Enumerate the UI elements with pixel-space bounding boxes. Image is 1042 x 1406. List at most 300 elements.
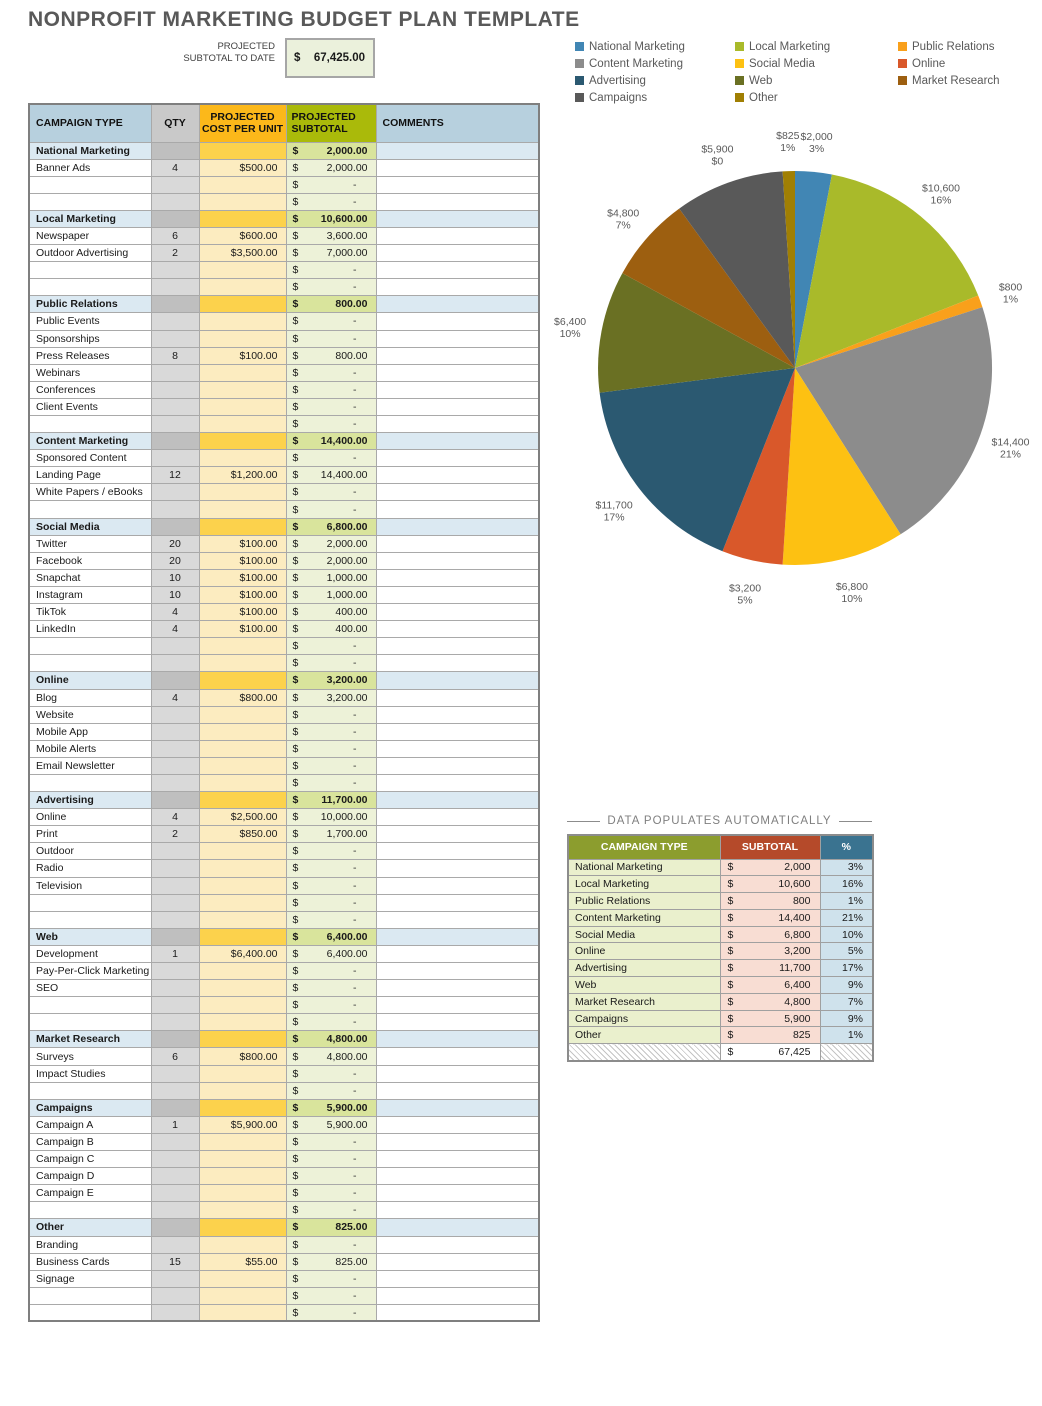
subtotal-cell[interactable] [286,1151,376,1168]
summary-campaign-cell[interactable]: Public Relations [568,893,720,910]
comments-cell[interactable] [376,176,539,193]
comments-cell[interactable] [376,433,539,450]
comments-cell[interactable] [376,928,539,945]
campaign-type-cell[interactable]: Client Events [29,398,151,415]
summary-percent-cell[interactable]: 5% [820,943,873,960]
comments-cell[interactable] [376,142,539,159]
comments-cell[interactable] [376,1133,539,1150]
comments-cell[interactable] [376,1202,539,1219]
cost-per-unit-cell[interactable] [199,262,286,279]
cost-per-unit-cell[interactable] [199,740,286,757]
campaign-type-cell[interactable] [29,193,151,210]
qty-cell[interactable] [151,210,199,227]
cost-per-unit-cell[interactable] [199,364,286,381]
comments-cell[interactable] [376,279,539,296]
qty-cell[interactable] [151,1082,199,1099]
cost-per-unit-cell[interactable] [199,1168,286,1185]
comments-cell[interactable] [376,552,539,569]
qty-cell[interactable] [151,655,199,672]
subtotal-cell[interactable] [286,398,376,415]
campaign-type-cell[interactable]: Market Research [29,1031,151,1048]
header-projected-subtotal[interactable]: PROJECTED SUBTOTAL [286,104,376,142]
cost-per-unit-cell[interactable] [199,997,286,1014]
comments-cell[interactable] [376,501,539,518]
campaign-type-cell[interactable]: Television [29,877,151,894]
qty-cell[interactable]: 20 [151,535,199,552]
summary-campaign-cell[interactable]: Campaigns [568,1010,720,1027]
comments-cell[interactable] [376,381,539,398]
qty-cell[interactable]: 1 [151,1116,199,1133]
summary-percent-cell[interactable]: 7% [820,993,873,1010]
subtotal-cell[interactable] [286,843,376,860]
subtotal-cell[interactable] [286,364,376,381]
campaign-type-cell[interactable]: Campaign C [29,1151,151,1168]
cost-per-unit-cell[interactable]: $100.00 [199,569,286,586]
cost-per-unit-cell[interactable] [199,638,286,655]
campaign-type-cell[interactable] [29,655,151,672]
comments-cell[interactable] [376,1014,539,1031]
comments-cell[interactable] [376,296,539,313]
subtotal-cell[interactable] [286,484,376,501]
qty-cell[interactable] [151,740,199,757]
campaign-type-cell[interactable]: Conferences [29,381,151,398]
campaign-type-cell[interactable]: Advertising [29,792,151,809]
comments-cell[interactable] [376,809,539,826]
campaign-type-cell[interactable]: Other [29,1219,151,1236]
cost-per-unit-cell[interactable]: $3,500.00 [199,245,286,262]
comments-cell[interactable] [376,1116,539,1133]
cost-per-unit-cell[interactable]: $1,200.00 [199,467,286,484]
subtotal-cell[interactable] [286,1236,376,1253]
summary-subtotal-cell[interactable] [720,977,820,994]
campaign-type-cell[interactable] [29,911,151,928]
campaign-type-cell[interactable]: Facebook [29,552,151,569]
comments-cell[interactable] [376,193,539,210]
cost-per-unit-cell[interactable] [199,723,286,740]
cost-per-unit-cell[interactable] [199,398,286,415]
qty-cell[interactable]: 15 [151,1253,199,1270]
comments-cell[interactable] [376,997,539,1014]
comments-cell[interactable] [376,416,539,433]
comments-cell[interactable] [376,1168,539,1185]
subtotal-cell[interactable] [286,586,376,603]
subtotal-cell[interactable] [286,1116,376,1133]
campaign-type-cell[interactable]: Instagram [29,586,151,603]
cost-per-unit-cell[interactable] [199,911,286,928]
legend-item-web[interactable] [735,72,898,89]
qty-cell[interactable] [151,1185,199,1202]
campaign-type-cell[interactable]: Twitter [29,535,151,552]
comments-cell[interactable] [376,621,539,638]
qty-cell[interactable]: 4 [151,604,199,621]
qty-cell[interactable]: 4 [151,809,199,826]
qty-cell[interactable]: 20 [151,552,199,569]
comments-cell[interactable] [376,1082,539,1099]
qty-cell[interactable] [151,176,199,193]
campaign-type-cell[interactable]: Social Media [29,518,151,535]
qty-cell[interactable] [151,142,199,159]
cost-per-unit-cell[interactable]: $55.00 [199,1253,286,1270]
qty-cell[interactable] [151,262,199,279]
cost-per-unit-cell[interactable] [199,1014,286,1031]
header-comments[interactable]: COMMENTS [376,104,539,142]
cost-per-unit-cell[interactable] [199,501,286,518]
subtotal-cell[interactable] [286,706,376,723]
cost-per-unit-cell[interactable] [199,672,286,689]
cost-per-unit-cell[interactable] [199,860,286,877]
legend-item-online[interactable] [898,55,1000,72]
comments-cell[interactable] [376,1099,539,1116]
cost-per-unit-cell[interactable] [199,706,286,723]
subtotal-cell[interactable] [286,1065,376,1082]
summary-subtotal-cell[interactable] [720,893,820,910]
subtotal-cell[interactable] [286,142,376,159]
subtotal-cell[interactable] [286,1202,376,1219]
subtotal-cell[interactable] [286,1082,376,1099]
cost-per-unit-cell[interactable]: $100.00 [199,621,286,638]
summary-subtotal-cell[interactable] [720,876,820,893]
subtotal-cell[interactable] [286,1048,376,1065]
qty-cell[interactable] [151,980,199,997]
qty-cell[interactable] [151,723,199,740]
header-qty[interactable]: QTY [151,104,199,142]
qty-cell[interactable] [151,518,199,535]
cost-per-unit-cell[interactable] [199,655,286,672]
campaign-type-cell[interactable] [29,1014,151,1031]
comments-cell[interactable] [376,1236,539,1253]
campaign-type-cell[interactable] [29,894,151,911]
cost-per-unit-cell[interactable] [199,1270,286,1287]
subtotal-cell[interactable] [286,501,376,518]
summary-subtotal-cell[interactable] [720,1010,820,1027]
campaign-type-cell[interactable]: Landing Page [29,467,151,484]
qty-cell[interactable] [151,1202,199,1219]
cost-per-unit-cell[interactable] [199,433,286,450]
cost-per-unit-cell[interactable] [199,1304,286,1321]
qty-cell[interactable] [151,843,199,860]
header-cost-per-unit[interactable]: PROJECTED COST PER UNIT [199,104,286,142]
subtotal-cell[interactable] [286,1270,376,1287]
campaign-type-cell[interactable]: National Marketing [29,142,151,159]
legend-item-content-marketing[interactable] [575,55,735,72]
subtotal-cell[interactable] [286,809,376,826]
summary-percent-cell[interactable]: 21% [820,909,873,926]
campaign-type-cell[interactable] [29,997,151,1014]
qty-cell[interactable] [151,1151,199,1168]
campaign-type-cell[interactable]: SEO [29,980,151,997]
legend-item-other[interactable] [735,89,898,106]
subtotal-cell[interactable] [286,210,376,227]
cost-per-unit-cell[interactable]: $100.00 [199,535,286,552]
campaign-type-cell[interactable]: Email Newsletter [29,757,151,774]
qty-cell[interactable] [151,1031,199,1048]
campaign-type-cell[interactable]: Branding [29,1236,151,1253]
qty-cell[interactable] [151,313,199,330]
campaign-type-cell[interactable]: Print [29,826,151,843]
comments-cell[interactable] [376,1048,539,1065]
qty-cell[interactable] [151,1270,199,1287]
subtotal-cell[interactable] [286,963,376,980]
comments-cell[interactable] [376,877,539,894]
subtotal-cell[interactable] [286,416,376,433]
qty-cell[interactable] [151,963,199,980]
summary-subtotal-cell[interactable] [720,909,820,926]
qty-cell[interactable]: 6 [151,227,199,244]
summary-subtotal-cell[interactable] [720,859,820,876]
summary-header-subtotal[interactable]: SUBTOTAL [720,835,820,859]
subtotal-cell[interactable] [286,826,376,843]
qty-cell[interactable]: 8 [151,347,199,364]
subtotal-cell[interactable] [286,638,376,655]
subtotal-cell[interactable] [286,296,376,313]
subtotal-cell[interactable] [286,467,376,484]
qty-cell[interactable] [151,928,199,945]
cost-per-unit-cell[interactable] [199,1287,286,1304]
campaign-type-cell[interactable] [29,1202,151,1219]
comments-cell[interactable] [376,364,539,381]
subtotal-cell[interactable] [286,1014,376,1031]
legend-item-advertising[interactable] [575,72,735,89]
qty-cell[interactable]: 12 [151,467,199,484]
qty-cell[interactable] [151,997,199,1014]
qty-cell[interactable] [151,398,199,415]
summary-campaign-cell[interactable]: Content Marketing [568,909,720,926]
cost-per-unit-cell[interactable]: $6,400.00 [199,945,286,962]
legend-item-local-marketing[interactable] [735,38,898,55]
cost-per-unit-cell[interactable] [199,1151,286,1168]
comments-cell[interactable] [376,945,539,962]
qty-cell[interactable] [151,1304,199,1321]
cost-per-unit-cell[interactable] [199,774,286,791]
campaign-type-cell[interactable]: Online [29,672,151,689]
subtotal-cell[interactable] [286,1253,376,1270]
subtotal-cell[interactable] [286,1304,376,1321]
campaign-type-cell[interactable]: Local Marketing [29,210,151,227]
summary-header-percent[interactable]: % [820,835,873,859]
cost-per-unit-cell[interactable] [199,1236,286,1253]
cost-per-unit-cell[interactable]: $600.00 [199,227,286,244]
comments-cell[interactable] [376,672,539,689]
campaign-type-cell[interactable]: Pay-Per-Click Marketing [29,963,151,980]
qty-cell[interactable] [151,381,199,398]
qty-cell[interactable] [151,484,199,501]
campaign-type-cell[interactable]: Press Releases [29,347,151,364]
comments-cell[interactable] [376,638,539,655]
subtotal-cell[interactable] [286,740,376,757]
comments-cell[interactable] [376,792,539,809]
comments-cell[interactable] [376,313,539,330]
comments-cell[interactable] [376,518,539,535]
campaign-type-cell[interactable]: Campaign A [29,1116,151,1133]
cost-per-unit-cell[interactable]: $100.00 [199,586,286,603]
comments-cell[interactable] [376,1065,539,1082]
comments-cell[interactable] [376,706,539,723]
qty-cell[interactable] [151,193,199,210]
campaign-type-cell[interactable]: Campaign D [29,1168,151,1185]
comments-cell[interactable] [376,1031,539,1048]
cost-per-unit-cell[interactable] [199,928,286,945]
campaign-type-cell[interactable]: Mobile Alerts [29,740,151,757]
qty-cell[interactable] [151,330,199,347]
cost-per-unit-cell[interactable] [199,416,286,433]
qty-cell[interactable]: 2 [151,245,199,262]
subtotal-cell[interactable] [286,450,376,467]
subtotal-cell[interactable] [286,757,376,774]
campaign-type-cell[interactable]: Signage [29,1270,151,1287]
comments-cell[interactable] [376,1253,539,1270]
qty-cell[interactable] [151,1014,199,1031]
summary-subtotal-cell[interactable] [720,943,820,960]
campaign-type-cell[interactable]: Surveys [29,1048,151,1065]
subtotal-cell[interactable] [286,1099,376,1116]
comments-cell[interactable] [376,1304,539,1321]
qty-cell[interactable] [151,1287,199,1304]
campaign-type-cell[interactable]: Website [29,706,151,723]
subtotal-cell[interactable] [286,997,376,1014]
summary-percent-cell[interactable]: 9% [820,977,873,994]
subtotal-cell[interactable] [286,193,376,210]
summary-campaign-cell[interactable]: Local Marketing [568,876,720,893]
comments-cell[interactable] [376,347,539,364]
subtotal-cell[interactable] [286,894,376,911]
comments-cell[interactable] [376,604,539,621]
summary-campaign-cell[interactable]: Web [568,977,720,994]
cost-per-unit-cell[interactable] [199,1031,286,1048]
comments-cell[interactable] [376,450,539,467]
comments-cell[interactable] [376,757,539,774]
subtotal-cell[interactable] [286,1219,376,1236]
summary-percent-cell[interactable]: 10% [820,926,873,943]
campaign-type-cell[interactable] [29,501,151,518]
summary-percent-cell[interactable]: 1% [820,893,873,910]
summary-campaign-cell[interactable]: Social Media [568,926,720,943]
cost-per-unit-cell[interactable] [199,176,286,193]
campaign-type-cell[interactable] [29,176,151,193]
cost-per-unit-cell[interactable] [199,843,286,860]
cost-per-unit-cell[interactable]: $100.00 [199,347,286,364]
campaign-type-cell[interactable]: Sponsored Content [29,450,151,467]
subtotal-cell[interactable] [286,381,376,398]
comments-cell[interactable] [376,1270,539,1287]
subtotal-cell[interactable] [286,313,376,330]
subtotal-cell[interactable] [286,792,376,809]
campaign-type-cell[interactable]: Newspaper [29,227,151,244]
cost-per-unit-cell[interactable] [199,330,286,347]
cost-per-unit-cell[interactable] [199,193,286,210]
summary-campaign-cell[interactable]: National Marketing [568,859,720,876]
qty-cell[interactable] [151,706,199,723]
subtotal-cell[interactable] [286,262,376,279]
subtotal-cell[interactable] [286,245,376,262]
comments-cell[interactable] [376,159,539,176]
cost-per-unit-cell[interactable] [199,963,286,980]
cost-per-unit-cell[interactable] [199,279,286,296]
campaign-type-cell[interactable]: Webinars [29,364,151,381]
qty-cell[interactable]: 10 [151,569,199,586]
comments-cell[interactable] [376,963,539,980]
qty-cell[interactable] [151,877,199,894]
cost-per-unit-cell[interactable] [199,450,286,467]
subtotal-cell[interactable] [286,552,376,569]
cost-per-unit-cell[interactable] [199,1185,286,1202]
campaign-type-cell[interactable] [29,262,151,279]
campaign-type-cell[interactable]: Campaign B [29,1133,151,1150]
qty-cell[interactable] [151,860,199,877]
comments-cell[interactable] [376,689,539,706]
subtotal-cell[interactable] [286,347,376,364]
campaign-type-cell[interactable]: Sponsorships [29,330,151,347]
qty-cell[interactable] [151,501,199,518]
campaign-type-cell[interactable] [29,774,151,791]
qty-cell[interactable]: 4 [151,159,199,176]
subtotal-cell[interactable] [286,604,376,621]
campaign-type-cell[interactable]: Web [29,928,151,945]
campaign-type-cell[interactable]: Business Cards [29,1253,151,1270]
subtotal-cell[interactable] [286,945,376,962]
summary-percent-cell[interactable]: 1% [820,1027,873,1044]
summary-subtotal-cell[interactable] [720,926,820,943]
qty-cell[interactable] [151,894,199,911]
summary-header-campaign-type[interactable]: CAMPAIGN TYPE [568,835,720,859]
campaign-type-cell[interactable]: White Papers / eBooks [29,484,151,501]
cost-per-unit-cell[interactable] [199,313,286,330]
summary-percent-cell[interactable]: 3% [820,859,873,876]
summary-subtotal-cell[interactable] [720,1027,820,1044]
subtotal-cell[interactable] [286,569,376,586]
subtotal-cell[interactable] [286,1287,376,1304]
campaign-type-cell[interactable]: Radio [29,860,151,877]
comments-cell[interactable] [376,980,539,997]
summary-subtotal-cell[interactable] [720,960,820,977]
subtotal-cell[interactable] [286,860,376,877]
pie-chart[interactable] [545,118,1042,618]
comments-cell[interactable] [376,484,539,501]
comments-cell[interactable] [376,210,539,227]
comments-cell[interactable] [376,1219,539,1236]
subtotal-cell[interactable] [286,877,376,894]
comments-cell[interactable] [376,398,539,415]
subtotal-cell[interactable] [286,535,376,552]
projected-subtotal-value-cell[interactable] [285,38,375,78]
campaign-type-cell[interactable]: Online [29,809,151,826]
campaign-type-cell[interactable]: Development [29,945,151,962]
cost-per-unit-cell[interactable] [199,1082,286,1099]
comments-cell[interactable] [376,843,539,860]
summary-campaign-cell[interactable]: Other [568,1027,720,1044]
subtotal-cell[interactable] [286,330,376,347]
campaign-type-cell[interactable]: Outdoor Advertising [29,245,151,262]
qty-cell[interactable] [151,757,199,774]
cost-per-unit-cell[interactable]: $850.00 [199,826,286,843]
cost-per-unit-cell[interactable] [199,1099,286,1116]
comments-cell[interactable] [376,535,539,552]
subtotal-cell[interactable] [286,279,376,296]
comments-cell[interactable] [376,723,539,740]
subtotal-cell[interactable] [286,689,376,706]
subtotal-cell[interactable] [286,928,376,945]
qty-cell[interactable] [151,416,199,433]
comments-cell[interactable] [376,894,539,911]
campaign-type-cell[interactable] [29,416,151,433]
summary-campaign-cell[interactable]: Market Research [568,993,720,1010]
qty-cell[interactable] [151,1236,199,1253]
summary-campaign-cell[interactable]: Online [568,943,720,960]
subtotal-cell[interactable] [286,672,376,689]
qty-cell[interactable] [151,792,199,809]
campaign-type-cell[interactable]: Snapchat [29,569,151,586]
subtotal-cell[interactable] [286,1185,376,1202]
comments-cell[interactable] [376,586,539,603]
